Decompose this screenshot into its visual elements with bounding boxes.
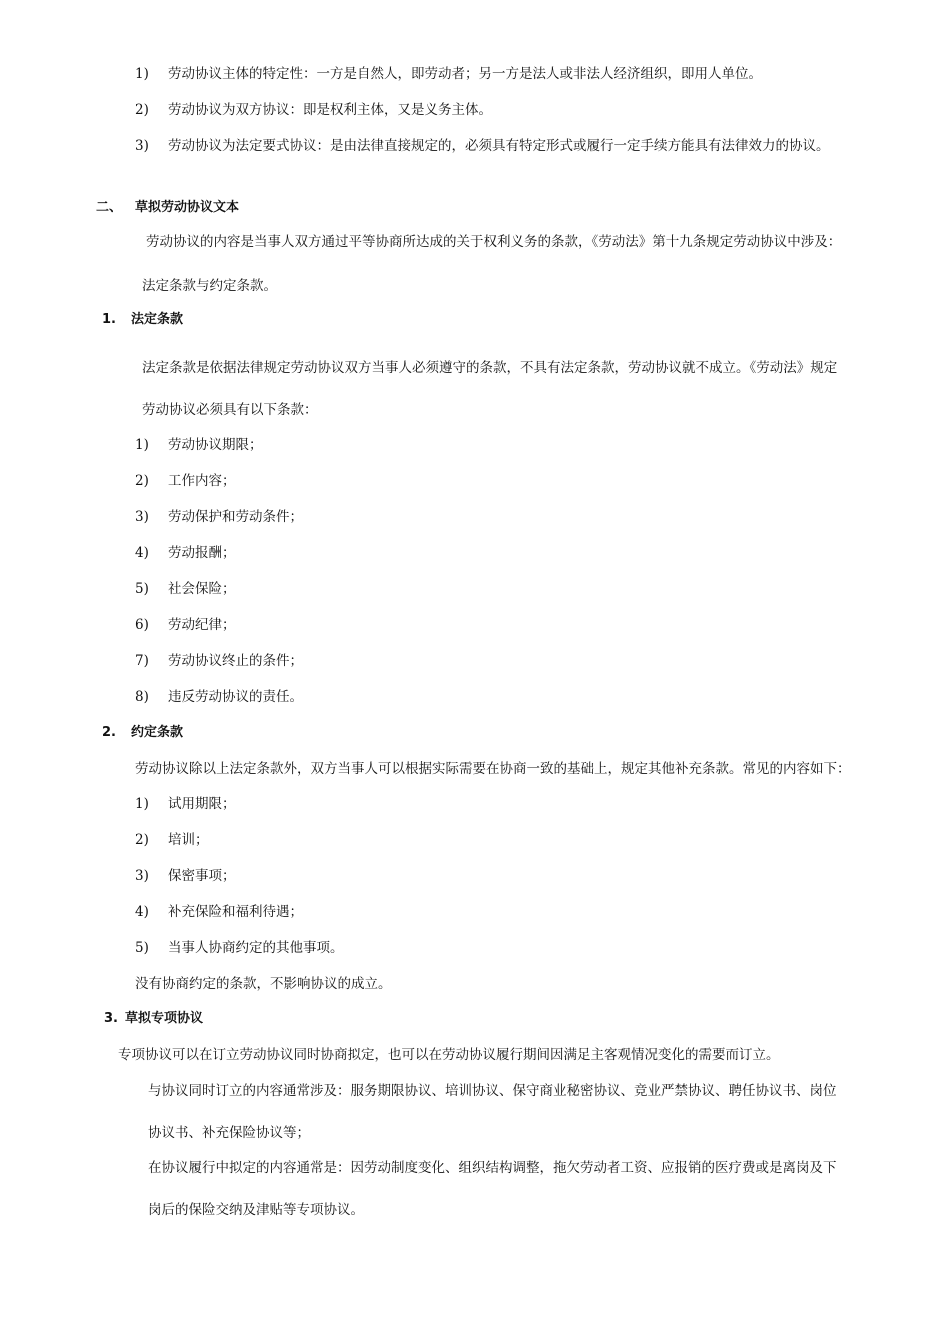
paragraph-line: 岗后的保险交纳及津贴等专项协议。 — [148, 1202, 364, 1218]
list-item: 当事人协商约定的其他事项。 — [168, 940, 344, 956]
subsection-heading: 法定条款 — [131, 312, 184, 327]
paragraph-line: 法定条款是依据法律规定劳动协议双方当事人必须遵守的条款，不具有法定条款，劳动协议就不成立。《劳动法》规定 — [142, 360, 838, 376]
list-number: 2) — [135, 832, 149, 848]
list-item: 劳动报酬； — [168, 545, 236, 561]
list-item: 劳动协议终止的条件； — [168, 653, 303, 669]
paragraph-line: 专项协议可以在订立劳动协议同时协商拟定，也可以在劳动协议履行期间因满足主客观情况变化的需要而订立。 — [118, 1047, 780, 1063]
list-number: 5) — [135, 940, 149, 956]
list-item: 培训； — [168, 832, 209, 848]
list-number: 1) — [135, 66, 149, 82]
subsection-heading: 约定条款 — [131, 725, 184, 740]
list-number: 7) — [135, 653, 149, 669]
list-number: 3) — [135, 138, 149, 154]
list-number: 8) — [135, 689, 149, 705]
list-item: 补充保险和福利待遇； — [168, 904, 303, 920]
paragraph-line: 在协议履行中拟定的内容通常是：因劳动制度变化、组织结构调整，拖欠劳动者工资、应报销的医疗费或是离岗及下 — [148, 1160, 837, 1176]
list-number: 1) — [135, 796, 149, 812]
list-item: 违反劳动协议的责任。 — [168, 689, 303, 705]
list-item: 劳动协议期限； — [168, 437, 263, 453]
list-item: 劳动协议为双方协议：即是权利主体，又是义务主体。 — [168, 102, 492, 118]
paragraph-line: 与协议同时订立的内容通常涉及：服务期限协议、培训协议、保守商业秘密协议、竞业严禁协议、聘任协议书、岗位 — [148, 1083, 837, 1099]
list-item: 劳动协议主体的特定性：一方是自然人，即劳动者；另一方是法人或非法人经济组织，即用人单位。 — [168, 66, 762, 82]
paragraph-line: 没有协商约定的条款，不影响协议的成立。 — [135, 976, 392, 992]
subsection-heading: 草拟专项协议 — [125, 1011, 204, 1026]
list-item: 社会保险； — [168, 581, 236, 597]
list-item: 试用期限； — [168, 796, 236, 812]
list-item: 工作内容； — [168, 473, 236, 489]
list-number: 2) — [135, 102, 149, 118]
list-item: 劳动协议为法定要式协议：是由法律直接规定的，必须具有特定形式或履行一定手续方能具有法律效力的协议。 — [168, 138, 830, 154]
section-heading: 草拟劳动协议文本 — [135, 200, 240, 215]
paragraph-line: 劳动协议的内容是当事人双方通过平等协商所达成的关于权利义务的条款，《劳动法》第十九条规定劳动协议中涉及： — [146, 234, 842, 250]
list-number: 3) — [135, 509, 149, 525]
list-number: 2) — [135, 473, 149, 489]
list-number: 1) — [135, 437, 149, 453]
paragraph-line: 劳动协议除以上法定条款外，双方当事人可以根据实际需要在协商一致的基础上，规定其他补充条款。常见的内容如下： — [135, 761, 851, 777]
list-number: 5) — [135, 581, 149, 597]
subsection-number: 3. — [104, 1011, 118, 1026]
subsection-number: 1. — [102, 312, 116, 327]
list-number: 6) — [135, 617, 149, 633]
section-number: 二、 — [96, 200, 123, 215]
list-number: 4) — [135, 545, 149, 561]
list-number: 3) — [135, 868, 149, 884]
list-item: 劳动纪律； — [168, 617, 236, 633]
paragraph-line: 劳动协议必须具有以下条款： — [142, 402, 318, 418]
subsection-number: 2. — [102, 725, 116, 740]
paragraph-line: 法定条款与约定条款。 — [142, 278, 277, 294]
list-item: 保密事项； — [168, 868, 236, 884]
paragraph-line: 协议书、补充保险协议等； — [148, 1125, 310, 1141]
list-number: 4) — [135, 904, 149, 920]
list-item: 劳动保护和劳动条件； — [168, 509, 303, 525]
